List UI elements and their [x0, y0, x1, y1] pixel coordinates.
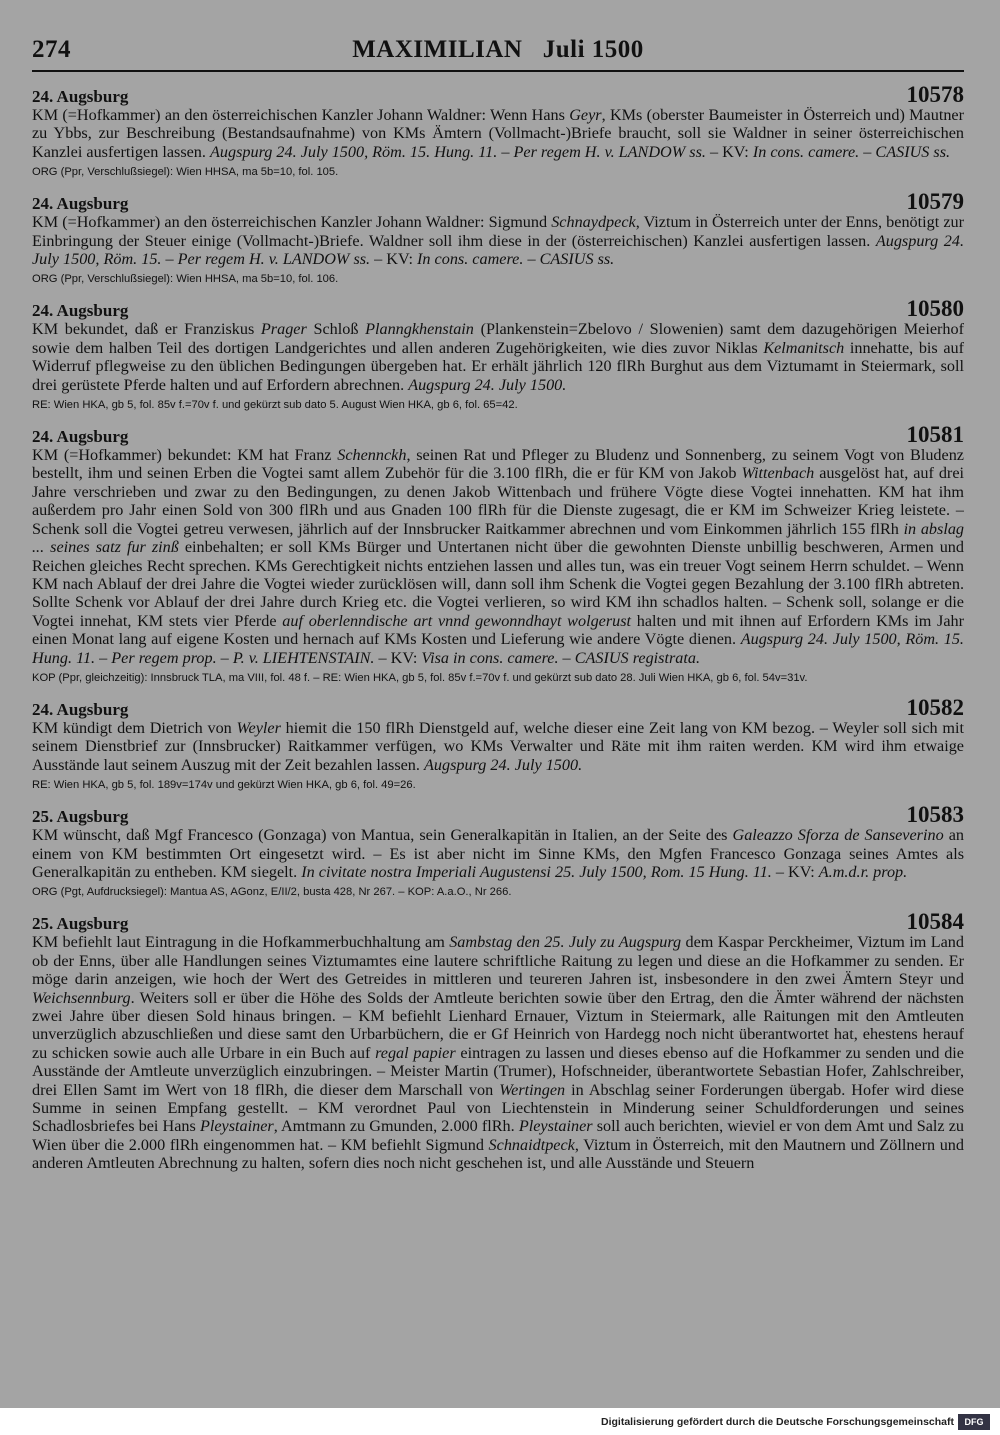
running-title: MAXIMILIAN Juli 1500 [352, 36, 644, 63]
entry-source: RE: Wien HKA, gb 5, fol. 189v=174v und gekürzt Wien HKA, gb 6, fol. 49=26. [32, 779, 416, 792]
entry-text [32, 719, 964, 774]
italic-segment: In civitate nostra Imperiali Augustensi 25. July 1500, Rom. 15 Hung. 11. [301, 862, 772, 881]
entry-date: 24. Augsburg [32, 87, 129, 106]
entry-number: 10581 [906, 422, 964, 448]
text-segment: KM (=Hofkammer) bekundet: KM hat Franz [32, 446, 338, 465]
text-segment: dem Kaspar Perckheimer, Viztum im Land ob der Enns, über alle Handlungen seines Viztumamtes eine lautere schriftliche Raitung zu legen und diese an die Hofkammer zu senden. Er möge darin anzeigen, wie hoch der Wert des Getreides in mittleren und teureren Jahren ist, insbesondere in den zwei Ämtern Steyr und [32, 933, 964, 989]
italic-segment: Planngkhenstain [365, 320, 474, 339]
text-segment: halten und mit ihnen auf Erfordern KMs im Jahr einen Monat lang auf eigene Kosten und hernach auf KMs Kosten und Lieferung wie andere Vögte dienen. [32, 611, 964, 649]
entry-number: 10578 [906, 84, 964, 107]
entry-number: 10579 [906, 189, 964, 215]
italic-segment: In cons. camere. – CASIUS ss. [417, 250, 615, 269]
entry-date: 25. Augsburg [32, 914, 129, 934]
regest-entry [32, 191, 964, 287]
italic-segment: Wertingen [499, 1080, 566, 1099]
entry-heading [32, 804, 964, 826]
italic-segment: A.m.d.r. prop. [818, 862, 908, 881]
text-segment: KM befiehlt laut Eintragung in die Hofkammerbuchhaltung am [32, 933, 450, 952]
italic-segment: Augspurg 24. July 1500. [424, 755, 583, 774]
entry-text [32, 933, 964, 1172]
text-segment: , Amtmann zu Gmunden, 2.000 flRh. [273, 1117, 519, 1136]
text-segment: , Viztum in Österreich, mit den Mautnern und Zöllnern und anderen Amtleuten Abrechnung zu halten, sofern dies noch nicht geschehen ist, und alle Ausstände und Steuern [32, 1135, 964, 1173]
regest-entry [32, 84, 964, 180]
text-segment: – KV: [370, 250, 418, 269]
text-segment: KM (=Hofkammer) an den österreichischen Kanzler Johann Waldner: Sigmund [32, 213, 552, 232]
regest-entry [32, 694, 964, 793]
entry-text [32, 320, 964, 394]
text-segment: KM kündigt dem Dietrich von [32, 718, 237, 737]
entry-list [32, 84, 964, 1173]
entry-text [32, 826, 964, 881]
italic-segment: Geyr [569, 106, 602, 124]
text-segment: hiemit die 150 flRh Dienstgeld auf, welche dieser eine Zeit lang von KM bezog. – Weyler soll sich mit seinem Dienstbrief zur (Innsbrucker) Raitkammer verfügen, wo KMs Verwalter und Räte mit ihm raiten werden. KM wird ihm etwaige Ausstände laut seinem Auszug mit der Zeit bezahlen lassen. [32, 718, 964, 774]
entry-date: 24. Augsburg [32, 427, 129, 447]
italic-segment: in abslag ... seines satz fur zinß [32, 519, 964, 557]
entry-source: ORG (Ppr, Verschlußsiegel): Wien HHSA, ma 5b=10, fol. 106. [32, 273, 339, 286]
entry-heading [32, 84, 964, 106]
entry-heading [32, 694, 964, 720]
entry-source: ORG (Pgt, Aufdrucksiegel): Mantua AS, AGonz, E/II/2, busta 428, Nr 267. – KOP: A.a.O., Nr 266. [32, 886, 512, 899]
italic-segment: Augspurg 24. July 1500, Röm. 15. – Per regem H. v. LANDOW ss. [32, 231, 964, 269]
entry-date: 24. Augsburg [32, 194, 129, 214]
text-segment: – KV: [771, 862, 819, 881]
entry-heading [32, 424, 964, 446]
italic-segment: In cons. camere. – CASIUS ss. [752, 142, 951, 161]
page-header [32, 36, 964, 72]
italic-segment: regal papier [375, 1043, 456, 1062]
regest-entry [32, 298, 964, 413]
entry-source: ORG (Ppr, Verschlußsiegel): Wien HHSA, ma 5b=10, fol. 105. [32, 166, 339, 179]
italic-segment: Schennckh [337, 446, 407, 465]
text-segment: Schloß [306, 320, 366, 339]
text-segment: , KMs (oberster Baumeister in Österreich und) Mautner zu Ybbs, zur Beschreibung (Bestandsaufnahme) von KMs Ämtern (Vollmacht-)Briefe braucht, soll sie Waldner in seiner österreichischen Kanzlei ausfertigen lassen. [32, 106, 964, 161]
entry-source: RE: Wien HKA, gb 5, fol. 85v f.=70v f. und gekürzt sub dato 5. August Wien HKA, gb 6, fol. 65=42. [32, 399, 518, 412]
italic-segment: Weichsennburg [32, 988, 131, 1007]
page-content [32, 84, 964, 1384]
entry-date: 24. Augsburg [32, 301, 129, 321]
entry-number: 10584 [906, 909, 964, 935]
regest-entry [32, 424, 964, 686]
italic-segment: Pleystainer [199, 1117, 274, 1136]
italic-segment: Prager [260, 320, 307, 339]
italic-segment: Schnaydpeck [551, 213, 636, 232]
entry-source: KOP (Ppr, gleichzeitig): Innsbruck TLA, ma VIII, fol. 48 f. – RE: Wien HKA, gb 5, fol. 85v f.=70v f. und gekürzt sub dato 28. Juli Wien HKA, gb 6, fol. 54v=31v. [32, 671, 808, 684]
entry-text [32, 213, 964, 268]
italic-segment: Augspurg 24. July 1500. [408, 375, 567, 394]
text-segment: – KV: [374, 648, 422, 667]
regest-entry [32, 804, 964, 900]
italic-segment: Schnaidtpeck [488, 1135, 575, 1154]
entry-heading [32, 191, 964, 213]
text-segment: KM wünscht, daß Mgf Francesco (Gonzaga) von Mantua, sein Generalkapitän in Italien, an der Seite des [32, 826, 733, 845]
dfg-logo: DFG [958, 1414, 990, 1430]
text-segment: innehatte, bis auf Widerruf pflegweise zu den üblichen Bedingungen übergeben hat. Er erhält jährlich 120 flRh Burghut aus dem Viztumamt in Steiermark, soll drei gerüstete Pferde halten und auf Erfordern abrechnen. [32, 338, 964, 394]
italic-segment: Galeazzo Sforza de Sanseverino [732, 826, 944, 845]
text-segment: – KV: [705, 142, 753, 161]
entry-number: 10583 [906, 802, 964, 828]
text-segment: an einem von KM bestimmten Ort eingesetzt wird. – Es ist aber nicht im Sinne KMs, den Mgfen Francesco Gonzaga seines Amtes als Generalkapitän zu entheben. KM siegelt. [32, 826, 964, 881]
italic-segment: auf oberlenndische art vnnd gewonndhayt wolgerust [282, 611, 632, 630]
italic-segment: Wittenbach [741, 464, 815, 483]
entry-heading [32, 298, 964, 320]
regest-entry [32, 911, 964, 1172]
text-segment: eintragen zu lassen und dieses ebenso auf die Hofkammer zu senden und die Ausstände der Amtleute unverzüglich einzubringen. – Meister Martin (Trumer), Hofschneider, überantwortete Sebastian Hofer, Zahlschreiber, drei Ellen Samt im Wert von 18 flRh, die dieser dem Marschall von [32, 1043, 964, 1099]
text-segment: . Weiters soll er über die Höhe des Solds der Amtleute berichten sowie über den Ertrag, den die Ämter während der nächsten zwei Jahre über diesen Sold hinaus bringen. – KM befiehlt Lienhard Ernauer, Viztum in Steiermark, alle Raitungen mit den Amtleuten unverzüglich abzuschließen und diese samt den Urbarbüchern, die er Gf Heinrich von Hardegg noch nicht überantwortet hat, ehestens herauf zu schicken sowie auch alle Urbare in ein Buch auf [32, 988, 964, 1062]
entry-text [32, 446, 964, 667]
text-segment: , Viztum in Österreich unter der Enns, benötigt zur Einbringung der Steuer einige (Vollmacht-)Briefe. Waldner soll ihm diese in der (österreichischen) Kanzlei ausfertigen lassen. [32, 213, 964, 250]
footer-credit: Digitalisierung gefördert durch die Deutsche Forschungsgemeinschaft [601, 1416, 954, 1428]
entry-text [32, 106, 964, 161]
entry-date: 25. Augsburg [32, 807, 129, 827]
entry-date: 24. Augsburg [32, 699, 129, 719]
page-number: 274 [32, 36, 71, 63]
italic-segment: Visa in cons. camere. – CASIUS registrata. [421, 648, 700, 667]
text-segment: KM bekundet, daß er Franziskus [32, 320, 261, 339]
italic-segment: Pleystainer [518, 1117, 593, 1136]
text-segment: KM (=Hofkammer) an den österreichischen Kanzler Johann Waldner: Wenn Hans [32, 106, 570, 124]
entry-number: 10580 [906, 296, 964, 322]
text-segment: (Plankenstein=Zbelovo / Slowenien) samt dem dazugehörigen Meierhof sowie dem halben Teil des dortigen Landgerichtes und allen anderen Zugehörigkeiten, wie dies zuvor Niklas [32, 320, 964, 357]
italic-segment: Sambstag den 25. July zu Augspurg [449, 933, 682, 952]
entry-heading [32, 911, 964, 933]
italic-segment: Weyler [236, 718, 281, 737]
italic-segment: Augspurg 24. July 1500, Röm. 15. Hung. 11. – Per regem prop. – P. v. LIEHTENSTAIN. [32, 630, 964, 667]
text-segment: einbehalten; er soll KMs Bürger und Untertanen nicht über die gewohnten Dienste unbillig beschweren, Armen und Reichen gleiches Recht sprechen. KMs Gerechtigkeit nichts entziehen lassen und alles tun, was ein treuer Vogt seinem Herrn schuldet. – Wenn KM nach Ablauf der drei Jahre die Vogtei wieder zurücklösen will, dann soll ihm Schenk die Vogtei gegen Bezahlung der 3.100 flRh abtreten. Sollte Schenk vor Ablauf der drei Jahre durch Krieg etc. die Vogtei verlieren, so wird KM ihn schadlos halten. – Schenk soll, solange er die Vogtei innehat, KM stets vier Pferde [32, 538, 964, 630]
text-segment: ausgelöst hat, auf drei Jahre verschrieben und zwar zu den Bedingungen, zu denen Jakob Wittenbach und frühere Vögte diese Vogtei innehatten. KM hat ihm außerdem pro Jahr einen Sold von 300 flRh und aus Gnaden 100 flRh für die Dienste zugesagt, die er KM im Schweizer Krieg leistete. – Schenk soll die Vogtei getreu verwesen, jährlich auf der Innsbrucker Raitkammer abrechnen und vom Einkommen jährlich 155 flRh [32, 464, 964, 538]
text-segment: soll auch berichten, wieviel er von dem Amt und Salz zu Wien über die 2.000 flRh eingenommen hat. – KM befiehlt Sigmund [32, 1117, 964, 1154]
italic-segment: Kelmanitsch [763, 338, 845, 357]
italic-segment: Augspurg 24. July 1500, Röm. 15. Hung. 11. – Per regem H. v. LANDOW ss. [210, 142, 706, 161]
entry-number: 10582 [906, 694, 964, 720]
text-segment: in Abschlag seiner Forderungen übergab. Hofer wird diese Summe in seinen Empfang gestellt. – KM verordnet Paul von Liechtenstein in Minderung seiner Schuldforderungen und seines Schadlosbriefes bei Hans [32, 1080, 964, 1136]
text-segment: , seinen Rat und Pfleger zu Bludenz und Sonnenberg, zu seinem Vogt von Bludenz bestellt, ihm und seinen Erben die Vogtei samt allem Zubehör für die 3.100 flRh, die er für KM von Jakob [32, 446, 964, 483]
